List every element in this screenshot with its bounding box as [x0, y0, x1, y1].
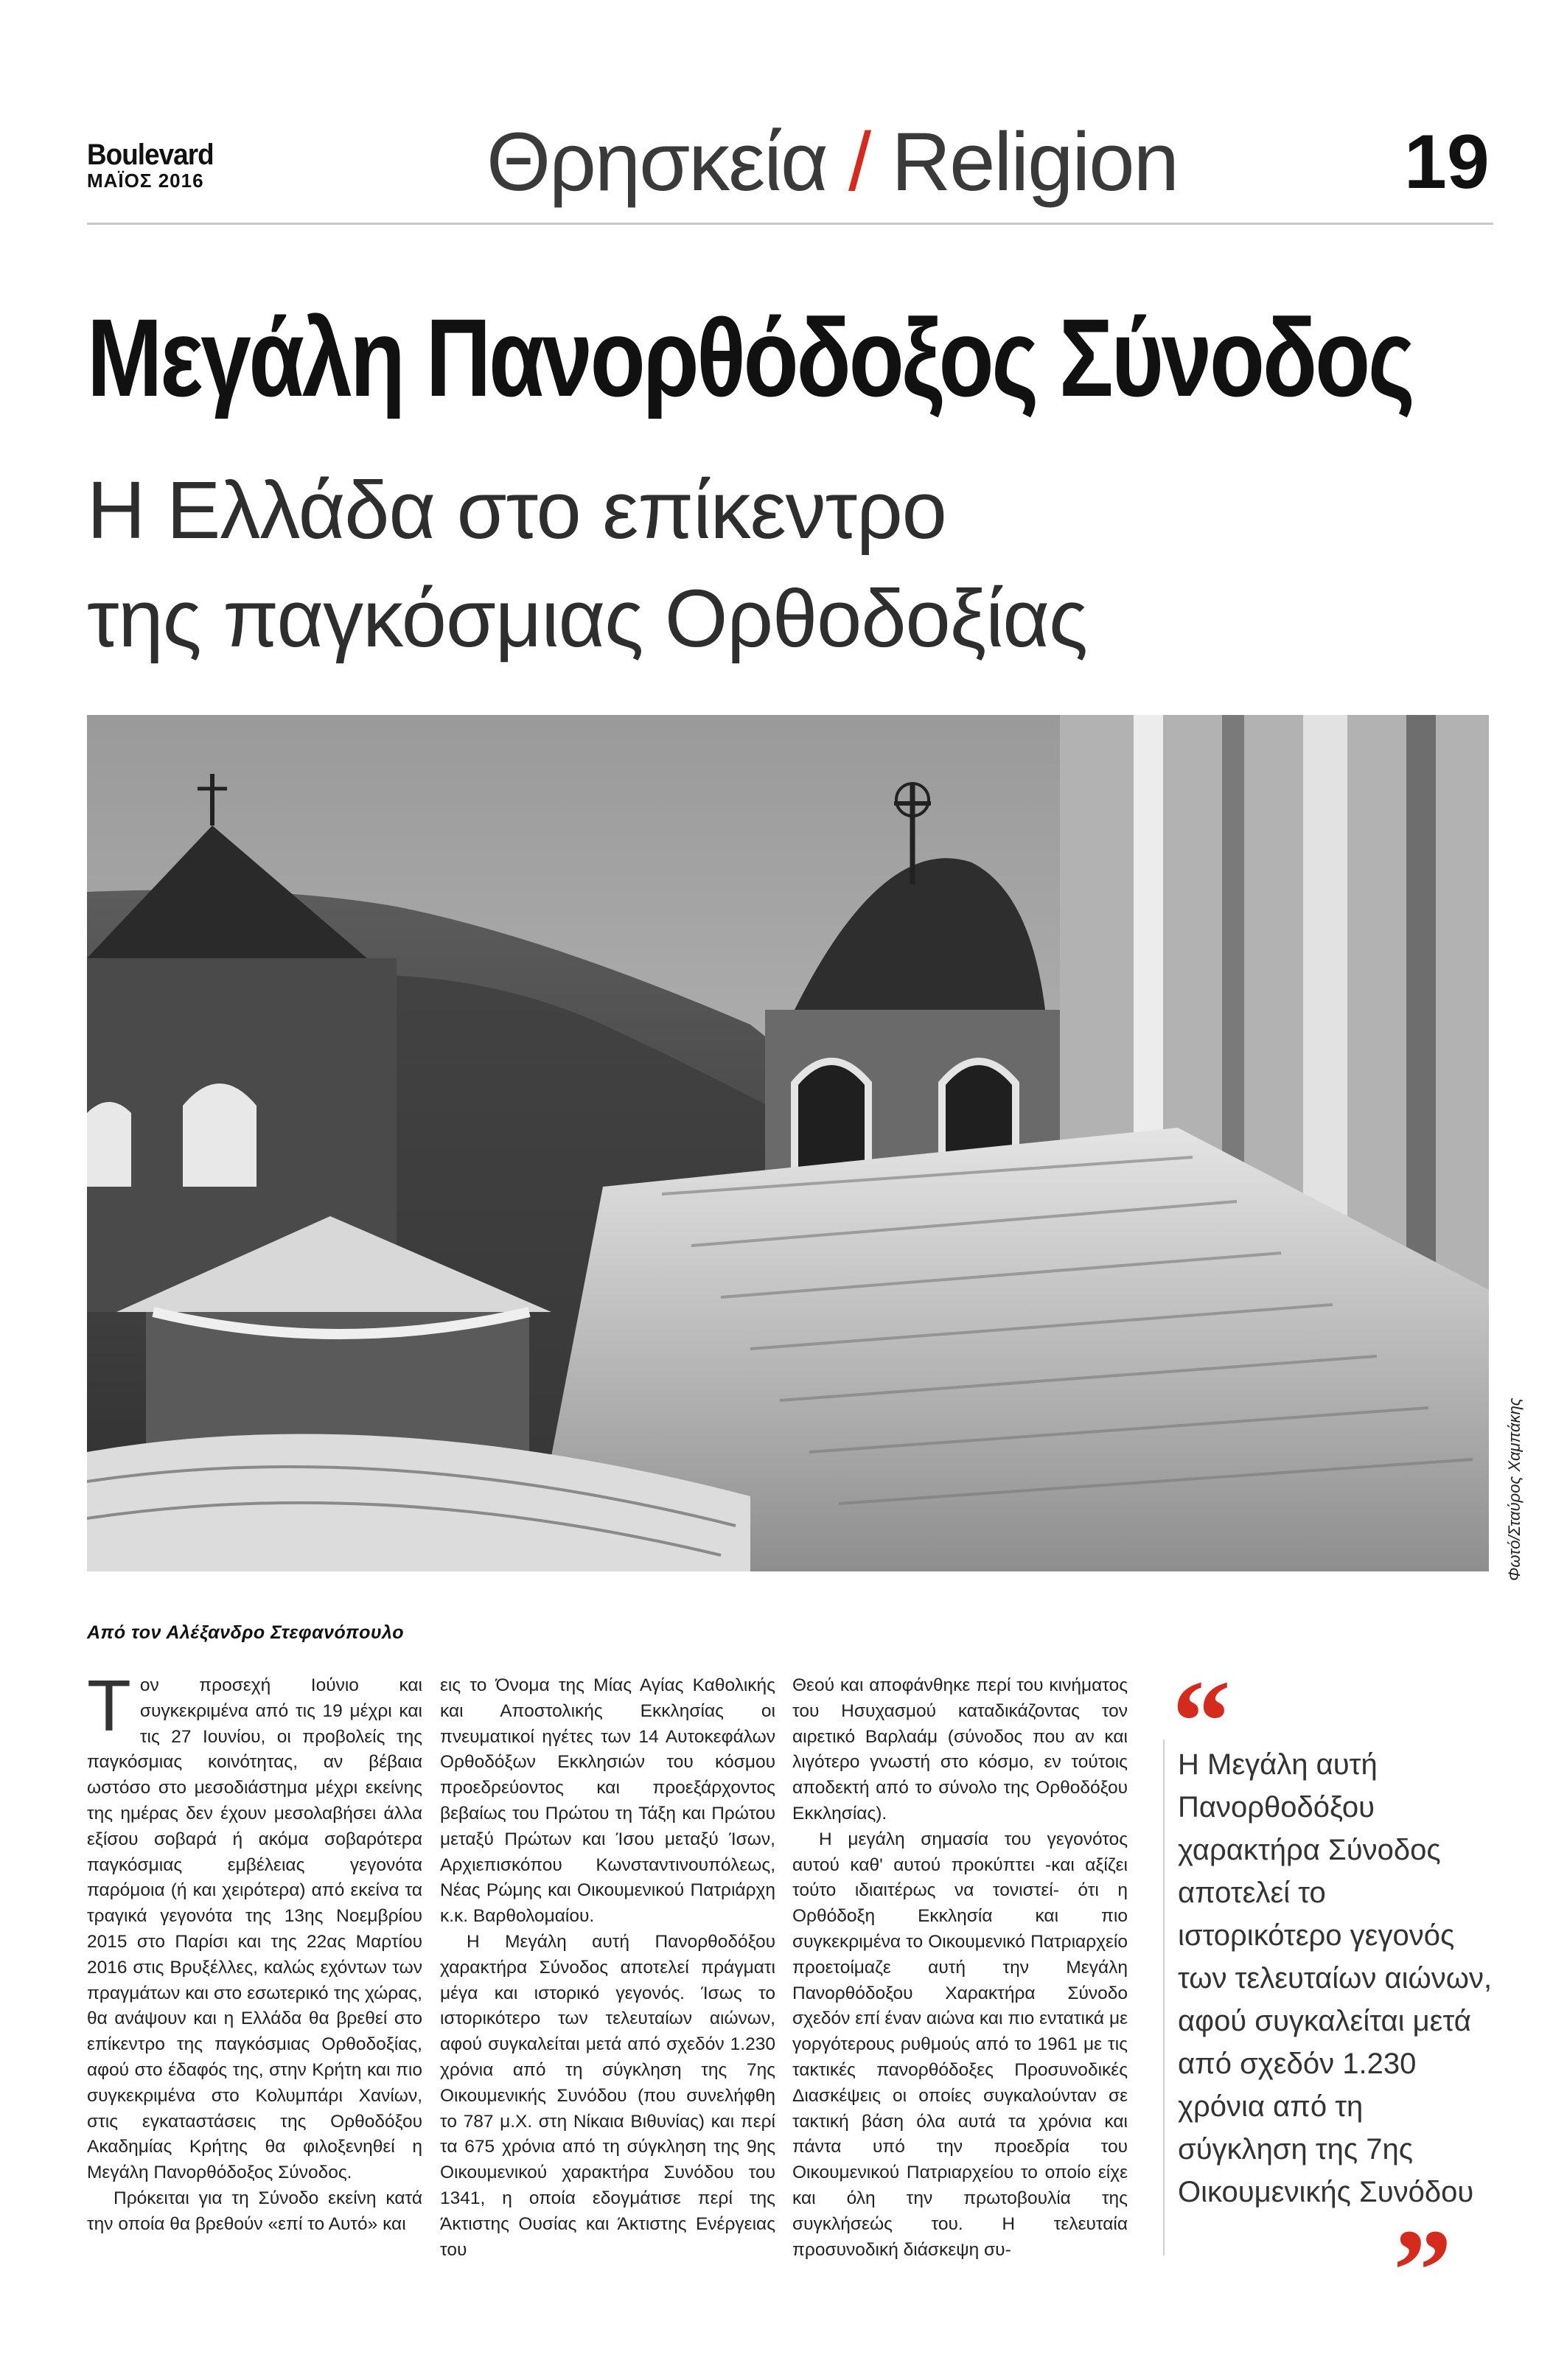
body-paragraph — [87, 1665, 422, 2186]
header-divider — [87, 223, 1493, 225]
section-title — [486, 118, 1178, 206]
section-english: Religion — [891, 116, 1178, 208]
article-headline: Μεγάλη Πανορθόδοξος Σύνοδος — [87, 296, 1413, 419]
article-subhead-line2: της παγκόσμιας Ορθοδοξίας — [87, 573, 1088, 664]
paragraph-text: ον προσεχή Ιούνιο και συγκεκριμένα από τις 19 μέχρι και τις 27 Ιουνίου, οι προβολείς της παγκόσμιας κοινότητας, αν βέβαια ωστόσο στο μεσοδιάστημα μέχρι εκείνης της ημέρας δεν έχουν μεσολαβήσει άλλα εξίσου σοβαρά ή ακόμα σοβαρότερα παγκόσμιας εμβέλειας γεγονότα παρόμοια (ή και χειρότερα) από εκείνα τα τραγικά γεγονότα της 13ης Νοεμβρίου 2015 στο Παρίσι και της 22ας Μαρτίου 2016 στις Βρυξέλλες, καλώς εχόντων των πραγμάτων και στο εσωτερικό της χώρας, θα ανάψουν και η Ελλάδα θα βρεθεί στο επίκεντρο της παγκόσμιας Ορθοδοξίας, αφού στο έδαφός της, στην Κρήτη και πιο συγκεκριμένα στο Κολυμπάρι Χανίων, στις εγκαταστάσεις της Ορθοδόξου Ακαδημίας Κρήτης θα φιλοξενηθεί η Μεγάλη Πανορθόδοξος Σύνοδος. — [87, 1675, 422, 2183]
byline: Από τον Αλέξανδρο Στεφανόπουλο — [87, 1622, 404, 1643]
body-paragraph: Η μεγάλη σημασία του γεγονότος αυτού καθ' αυτού προκύπτει -και αξίζει τούτο ιδιαιτέρως να τονιστεί- ότι η Ορθόδοξη Εκκλησία και πιο συγκεκριμένα το Οικουμενικό Πατριαρχείο προετοίμαζε αυτή την Μεγάλη Πανορθόδοξου Χαρακτήρα Σύνοδο σχεδόν επί έναν αιώνα και πιο εντατικά με γοργότερους ρυθμούς από το 1961 με τις τακτικές πανορθόδοξες Προσυνοδικές Διασκέψεις οι οποίες συγκαλούνταν σε τακτική βάση όλα αυτά τα χρόνια και πάντα υπό την προεδρία του Οικουμενικού Πατριαρχείου το οποίο είχε και όλη την πρωτοβουλία της συγκλήσεώς του. Η τελευταία προσυνοδική διάσκεψη συ- — [792, 1829, 1128, 2260]
quote-close-icon: ” — [1393, 2211, 1452, 2300]
monastery-photo-illustration — [87, 715, 1489, 1571]
section-greek: Θρησκεία — [486, 116, 827, 208]
quote-open-icon: “ — [1172, 1662, 1231, 1743]
body-column-2 — [440, 1673, 775, 2263]
photo-credit: Φωτό/Σταύρος Χαμπάκης — [1505, 1397, 1524, 1581]
body-paragraph: Η Μεγάλη αυτή Πανορθοδόξου χαρακτήρα Σύνοδος αποτελεί πράγματι μέγα και ιστορικό γεγονός. Ίσως το ιστορικότερο των τελευταίων αιώνων, αφού συγκαλείται μετά από σχεδόν 1.230 χρόνια από τη σύγκληση της 7ης Οικουμενικής Συνόδου (που συνελήφθη το 787 μ.Χ. στη Νίκαια Βιθυνίας) και περί τα 675 χρόνια από τη σύγκληση της 9ης Οικουμενικού χαρακτήρα Συνόδου του 1341, η οποία εδογμάτισε περί της Άκτιστης Ουσίας και Άκτιστης Ενέργειας του — [440, 1931, 775, 2260]
body-paragraph: Θεού και αποφάνθηκε περί του κινήματος του Ησυχασμού καταδικάζοντας τον αιρετικό Βαρλαάμ (σύνοδος που αν και λιγότερο γνωστή στο κόσμο, εν τούτοις αποδεκτή από το σύνολο της Ορθοδόξου Εκκλησίας). — [792, 1675, 1128, 1824]
drop-cap: Τ — [87, 1665, 131, 1746]
page-number: 19 — [1404, 119, 1490, 205]
article-subhead-line1: Η Ελλάδα στο επίκεντρο — [87, 465, 946, 556]
body-paragraph: Πρόκειται για τη Σύνοδο εκείνη κατά την οποία θα βρεθούν «επί το Αυτό» και — [87, 2188, 422, 2234]
body-column-1 — [87, 1665, 422, 2238]
body-paragraph: εις το Όνομα της Μίας Αγίας Καθολικής και Αποστολικής Εκκλησίας οι πνευματικοί ηγέτες των 14 Αυτοκεφάλων Ορθοδόξων Εκκλησιών του κόσμου προεδρεύοντος και προεξάρχοντος βεβαίως του Πρώτου τη Τάξη και Πρώτου μεταξύ Πρώτων και Ίσου μεταξύ Ίσων, Αρχιεπισκόπου Κωνσταντινουπόλεως, Νέας Ρώμης και Οικουμενικού Πατριάρχη κ.κ. Βαρθολομαίου. — [440, 1675, 775, 1927]
pull-quote-rule — [1163, 1739, 1165, 2255]
body-column-3 — [792, 1673, 1128, 2263]
monastery-photo — [87, 715, 1489, 1571]
issue-date: ΜΑΪΟΣ 2016 — [87, 170, 204, 192]
pull-quote: Η Μεγάλη αυτή Πανορθοδόξου χαρακτήρα Σύνοδος αποτελεί το ιστορικότερο γεγονός των τελευταίων αιώνων, αφού συγκαλείται μετά από σχεδόν 1.230 χρόνια από τη σύγκληση της 7ης Οικουμενικής Συνόδου — [1178, 1748, 1493, 2208]
masthead — [87, 140, 225, 192]
section-separator: / — [848, 116, 870, 208]
brand-logo: Boulevard — [87, 139, 214, 171]
